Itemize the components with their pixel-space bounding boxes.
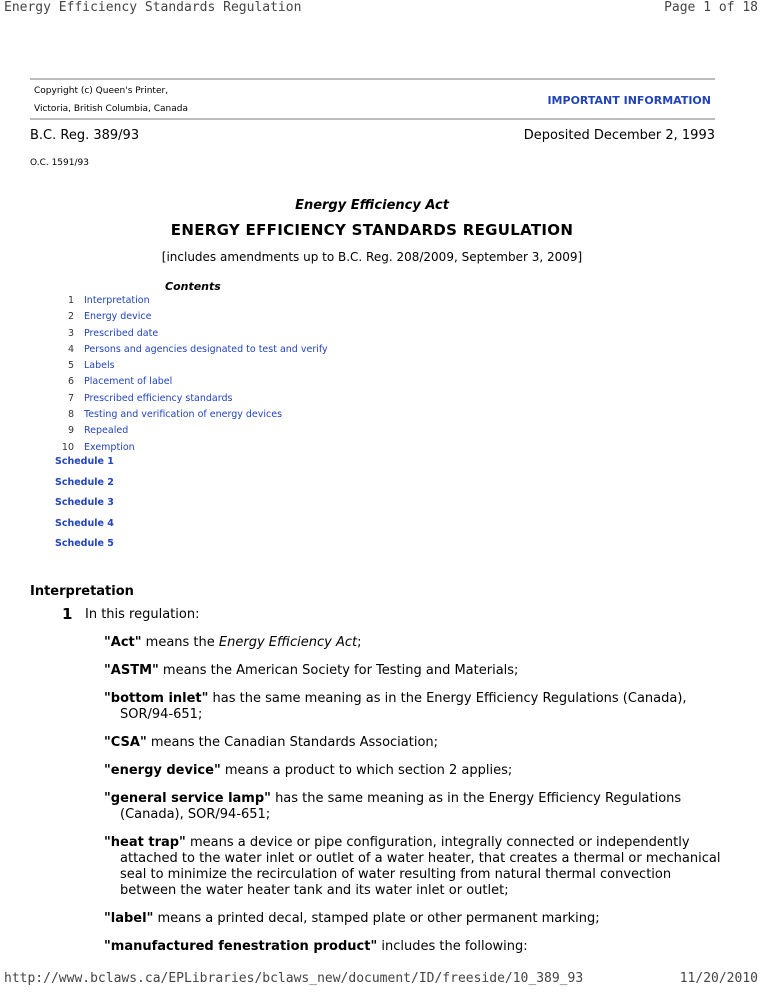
section-number: 1 (62, 605, 73, 623)
definition-item (104, 763, 724, 779)
print-header-page: Page 1 of 18 (664, 0, 758, 15)
schedule-link[interactable]: Schedule 3 (55, 497, 114, 508)
important-information-link[interactable]: IMPORTANT INFORMATION (547, 94, 711, 107)
toc-item (60, 344, 328, 360)
toc-item-number: 8 (67, 409, 74, 421)
contents-heading: Contents (165, 280, 221, 293)
schedule-item (55, 497, 114, 518)
definition-term: "Act" (104, 635, 142, 650)
toc-item-number: 2 (67, 311, 74, 323)
act-title: Energy Efficiency Act (295, 198, 449, 213)
toc-item-number: 3 (67, 327, 74, 339)
toc-item (60, 360, 328, 376)
section-intro: In this regulation: (85, 607, 200, 622)
definition-text: means a device or pipe configuration, integrally connected or independently attached to the water inlet or outlet of a water heater, that creates a thermal or mechanical seal to minimize the recirculation of water resulting from natural thermal convection between the water heater tank and its water inlet or outlet; (120, 835, 721, 898)
definition-item (104, 939, 724, 955)
toc-item (60, 425, 328, 441)
definition-item (104, 835, 724, 899)
print-footer-date: 11/20/2010 (679, 971, 758, 986)
toc-item-number: 7 (67, 392, 74, 404)
toc-item-link[interactable]: Energy device (84, 311, 152, 323)
definition-item (104, 735, 724, 751)
definition-term: "CSA" (104, 735, 147, 750)
schedule-link[interactable]: Schedule 4 (55, 517, 114, 529)
toc-item (60, 311, 328, 327)
schedule-item (55, 456, 114, 477)
copyright-box (30, 78, 715, 120)
toc-item-link[interactable]: Interpretation (84, 295, 150, 306)
definition-item (104, 691, 724, 723)
toc-item (60, 409, 328, 425)
schedule-link[interactable]: Schedule 2 (55, 476, 114, 488)
definition-text: includes the following: (377, 939, 528, 954)
print-header (4, 0, 758, 18)
definition-text: means the American Society for Testing and Materials; (158, 663, 519, 678)
definition-term: "ASTM" (104, 663, 159, 678)
toc-item-link[interactable]: Labels (84, 360, 115, 372)
definition-item (104, 911, 724, 927)
toc-item-number: 6 (67, 376, 74, 388)
toc-item-link[interactable]: Placement of label (84, 376, 173, 388)
section-heading: Interpretation (30, 584, 134, 599)
schedule-item (55, 477, 114, 498)
definition-text: means the (141, 635, 219, 650)
toc-item-link[interactable]: Prescribed efficiency standards (84, 392, 233, 404)
definition-term: "bottom inlet" (104, 691, 209, 706)
definition-term: "general service lamp" (104, 791, 271, 806)
toc-item-link[interactable]: Repealed (84, 425, 129, 437)
copyright-line1: Copyright (c) Queen's Printer, (34, 86, 169, 96)
schedule-link[interactable]: Schedule 1 (55, 456, 114, 467)
toc-item-number: 4 (67, 343, 74, 355)
toc-item-link[interactable]: Testing and verification of energy devices (84, 409, 283, 421)
definition-text: means a product to which section 2 applies; (220, 763, 513, 778)
definition-item (104, 791, 724, 823)
toc-item (60, 376, 328, 392)
print-header-title: Energy Efficiency Standards Regulation (4, 0, 302, 15)
toc-item-link[interactable]: Prescribed date (84, 327, 159, 339)
toc-item-link[interactable]: Exemption (84, 441, 135, 453)
toc-item-link[interactable]: Persons and agencies designated to test and verify (84, 343, 328, 355)
definition-term: "energy device" (104, 763, 221, 778)
regulation-number: B.C. Reg. 389/93 (30, 128, 140, 143)
definition-term: "heat trap" (104, 835, 186, 850)
toc-item-number: 10 (61, 441, 74, 453)
schedule-item (55, 538, 114, 559)
order-in-council: O.C. 1591/93 (30, 158, 89, 168)
copyright-line2: Victoria, British Columbia, Canada (34, 104, 188, 114)
amendments-note: [includes amendments up to B.C. Reg. 208/2009, September 3, 2009] (161, 250, 583, 264)
print-footer-url: http://www.bclaws.ca/EPLibraries/bclaws_new/document/ID/freeside/10_389_93 (4, 971, 584, 986)
toc-item-number: 5 (67, 360, 74, 372)
definition-text: has the same meaning as in the Energy Efficiency Regulations (Canada), SOR/94-651; (120, 691, 687, 722)
toc-item-number: 1 (67, 295, 74, 306)
definition-item (104, 663, 724, 679)
schedule-link[interactable]: Schedule 5 (55, 538, 114, 549)
schedule-item (55, 518, 114, 539)
toc-item (60, 393, 328, 409)
schedule-list (55, 456, 114, 559)
definitions-list (104, 635, 724, 967)
deposited-date: Deposited December 2, 1993 (523, 128, 715, 143)
definition-italic-text: Energy Efficiency Act (218, 635, 358, 650)
definition-text: means the Canadian Standards Association; (146, 735, 439, 750)
definition-text-end: ; (357, 635, 362, 650)
definition-term: "manufactured fenestration product" (104, 939, 378, 954)
toc-item-number: 9 (67, 425, 74, 437)
definition-term: "label" (104, 911, 154, 926)
definition-text: means a printed decal, stamped plate or other permanent marking; (153, 911, 600, 926)
definition-item (104, 635, 724, 651)
toc-item (60, 295, 328, 311)
definition-text: has the same meaning as in the Energy Efficiency Regulations (Canada), SOR/94-651; (120, 791, 682, 822)
print-footer (4, 971, 758, 986)
page-title: ENERGY EFFICIENCY STANDARDS REGULATION (170, 221, 574, 239)
table-of-contents (60, 295, 328, 458)
toc-item (60, 328, 328, 344)
